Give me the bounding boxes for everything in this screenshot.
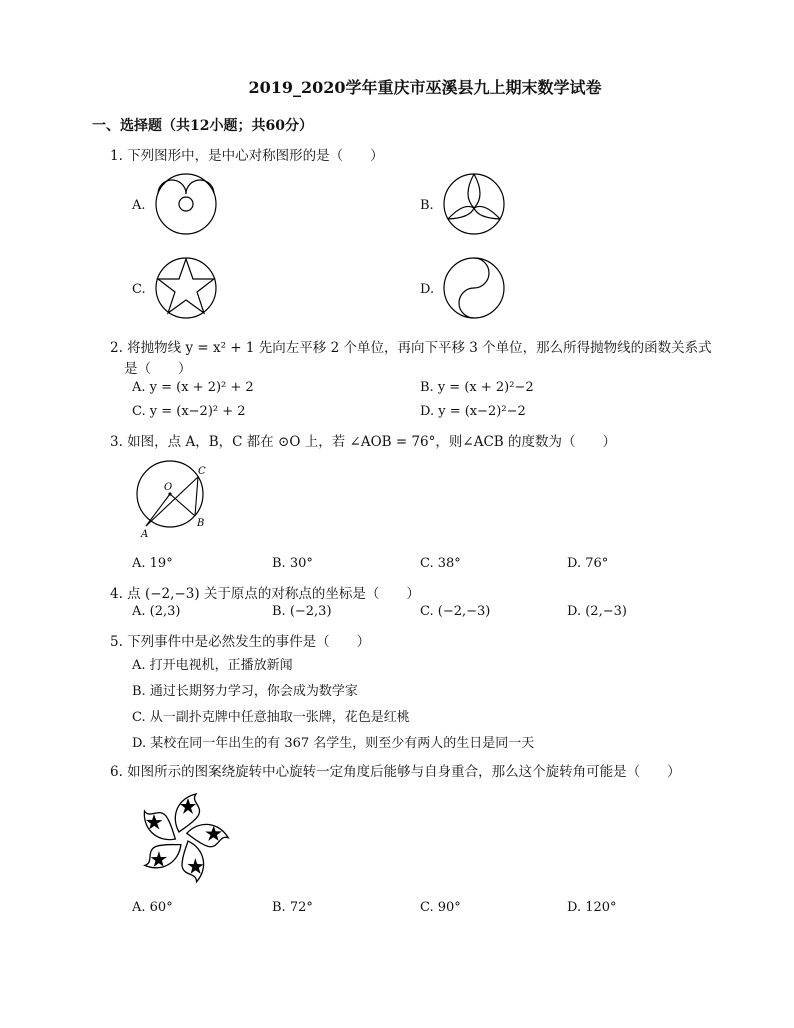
question-1-stem: 1. 下列图形中，是中心对称图形的是（ ） [110,148,384,164]
q4-option-b: B. (−2,3) [272,604,332,619]
q3-option-d: D. 76° [567,556,609,571]
q6-option-c: C. 90° [420,900,461,915]
section-heading: 一、选择题（共12小题；共60分） [92,118,313,134]
q6-option-a: A. 60° [132,900,173,915]
q2-option-b: B. y = (x + 2)²−2 [420,380,534,395]
q6-bauhinia-figure [130,790,234,886]
q1-figure-d [442,256,506,320]
question-3-stem: 3. 如图，点 A，B，C 都在 ⊙O 上，若 ∠AOB = 76°，则∠ACB 的度数为（ ） [110,434,616,450]
question-2-stem-line1: 2. 将抛物线 y = x² + 1 先向左平移 2 个单位，再向下平移 3 个单位，那么所得抛物线的函数关系式 [110,340,712,356]
q2-option-c: C. y = (x−2)² + 2 [132,404,246,419]
q4-option-c: C. (−2,−3) [420,604,491,619]
question-6-stem: 6. 如图所示的图案绕旋转中心旋转一定角度后能够与自身重合，那么这个旋转角可能是（ ） [110,764,681,780]
q6-option-b: B. 72° [272,900,313,915]
q5-option-b: B. 通过长期努力学习，你会成为数学家 [132,684,358,699]
page-title: 2019_2020学年重庆市巫溪县九上期末数学试卷 [248,78,602,97]
q3-option-a: A. 19° [132,556,173,571]
q3-label-a: A [141,529,149,540]
question-4-stem: 4. 点 (−2,−3) 关于原点的对称点的坐标是（ ） [110,586,420,602]
question-5-stem: 5. 下列事件中是必然发生的事件是（ ） [110,634,371,650]
q3-label-b: B [197,518,205,529]
q3-option-b: B. 30° [272,556,313,571]
q6-option-d: D. 120° [567,900,617,915]
q1-figure-a [154,172,218,236]
q3-label-o: O [164,482,173,493]
q1-option-b-label: B. [420,198,434,213]
q1-figure-c [154,256,218,320]
q5-option-d: D. 某校在同一年出生的有 367 名学生，则至少有两人的生日是同一天 [132,736,535,751]
q1-option-c-label: C. [132,282,146,297]
q2-option-a: A. y = (x + 2)² + 2 [132,380,254,395]
q2-option-d: D. y = (x−2)²−2 [420,404,526,419]
q1-option-d-label: D. [420,282,435,297]
q5-option-c: C. 从一副扑克牌中任意抽取一张牌，花色是红桃 [132,710,410,725]
q5-option-a: A. 打开电视机，正播放新闻 [132,658,293,673]
q1-option-a-label: A. [132,198,146,213]
q4-option-d: D. (2,−3) [567,604,627,619]
q3-label-c: C [198,466,206,477]
q1-figure-b [442,172,506,236]
question-2-stem-line2: 是（ ） [124,361,192,377]
q3-option-c: C. 38° [420,556,461,571]
q4-option-a: A. (2,3) [132,604,181,619]
q3-circle-figure [132,458,212,540]
